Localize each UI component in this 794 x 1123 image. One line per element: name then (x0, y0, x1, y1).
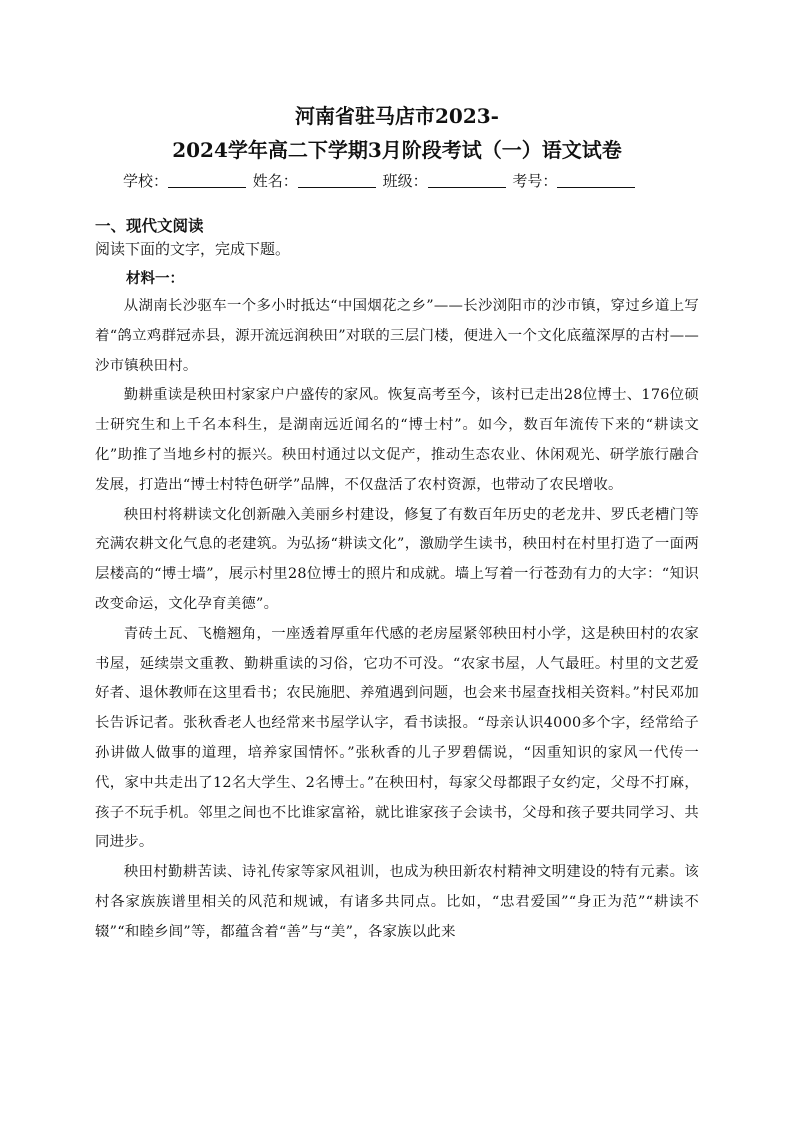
exam-number-label: 考号： (512, 172, 558, 190)
reading-instruction: 阅读下面的文字，完成下题。 (95, 240, 291, 258)
class-field (383, 170, 508, 192)
name-blank (298, 171, 376, 188)
section-heading: 一、现代文阅读 (95, 217, 204, 235)
name-field (253, 170, 378, 192)
exam-title-line-2: 2024学年高二下学期3月阶段考试（一）语文试卷 (172, 138, 622, 162)
passage-paragraph: 秧田村勤耕苦读、诗礼传家等家风祖训，也成为秧田新农村精神文明建设的特有元素。该村各家族族谱里相关的风范和规诫，有诸多共同点。比如，“忠君爱国”“身正为范”“耕读不辍”“和睦乡闾”等，都蕴含着“善”与“美”，各家族以此来 (95, 864, 699, 940)
passage-paragraph: 从湖南长沙驱车一个多小时抵达“中国烟花之乡”——长沙浏阳市的沙市镇，穿过乡道上写着“鸽立鸡群冠赤县，源开流远润秧田”对联的三层门楼，便进入一个文化底蕴深厚的古村——沙市镇秧田村。 (95, 298, 699, 374)
passage-paragraph: 秧田村将耕读文化创新融入美丽乡村建设，修复了有数百年历史的老龙井、罗氏老槽门等充满农耕文化气息的老建筑。为弘扬“耕读文化”，激励学生读书，秧田村在村里打造了一面两层楼高的“博士墙”，展示村里28位博士的照片和成就。墙上写着一行苍劲有力的大字：“知识改变命运，文化孕育美德”。 (95, 506, 699, 612)
passage-body (95, 292, 699, 948)
exam-page (95, 0, 699, 1123)
exam-number-field (512, 170, 637, 192)
class-label: 班级： (382, 172, 428, 190)
school-label: 学校： (123, 172, 169, 190)
exam-title-line-1: 河南省驻马店市2023- (295, 104, 499, 128)
passage-paragraph: 勤耕重读是秧田村家家户户盛传的家风。恢复高考至今，该村已走出28位博士、176位硕士研究生和上千名本科生，是湖南远近闻名的“博士村”。如今，数百年流传下来的“耕读文化”助推了当地乡村的振兴。秧田村通过以文促产，推动生态农业、休闲观光、研学旅行融合发展，打造出“博士村特色研学”品牌，不仅盘活了农村资源，也带动了农民增收。 (95, 387, 699, 493)
school-blank (168, 171, 246, 188)
material-one-label: 材料一： (126, 271, 184, 287)
school-field (123, 170, 248, 192)
student-info-line (123, 170, 683, 192)
name-label: 姓名： (252, 172, 298, 190)
exam-number-blank (557, 171, 635, 188)
class-blank (428, 171, 506, 188)
passage-paragraph: 青砖土瓦、飞檐翘角，一座透着厚重年代感的老房屋紧邻秧田村小学，这是秧田村的农家书屋，延续崇文重教、勤耕重读的习俗，它功不可没。“农家书屋，人气最旺。村里的文艺爱好者、退休教师在这里看书；农民施肥、养殖遇到问题，也会来书屋查找相关资料。”村民邓加长告诉记者。张秋香老人也经常来书屋学认字，看书读报。“母亲认识4000多个字，经常给子孙讲做人做事的道理，培养家国情怀。”张秋香的儿子罗碧儒说，“因重知识的家风一代传一代，家中共走出了12名大学生、2名博士。”在秧田村，每家父母都跟子女约定，父母不打麻，孩子不玩手机。邻里之间也不比谁家富裕，就比谁家孩子会读书，父母和孩子要共同学习、共同进步。 (95, 625, 699, 851)
